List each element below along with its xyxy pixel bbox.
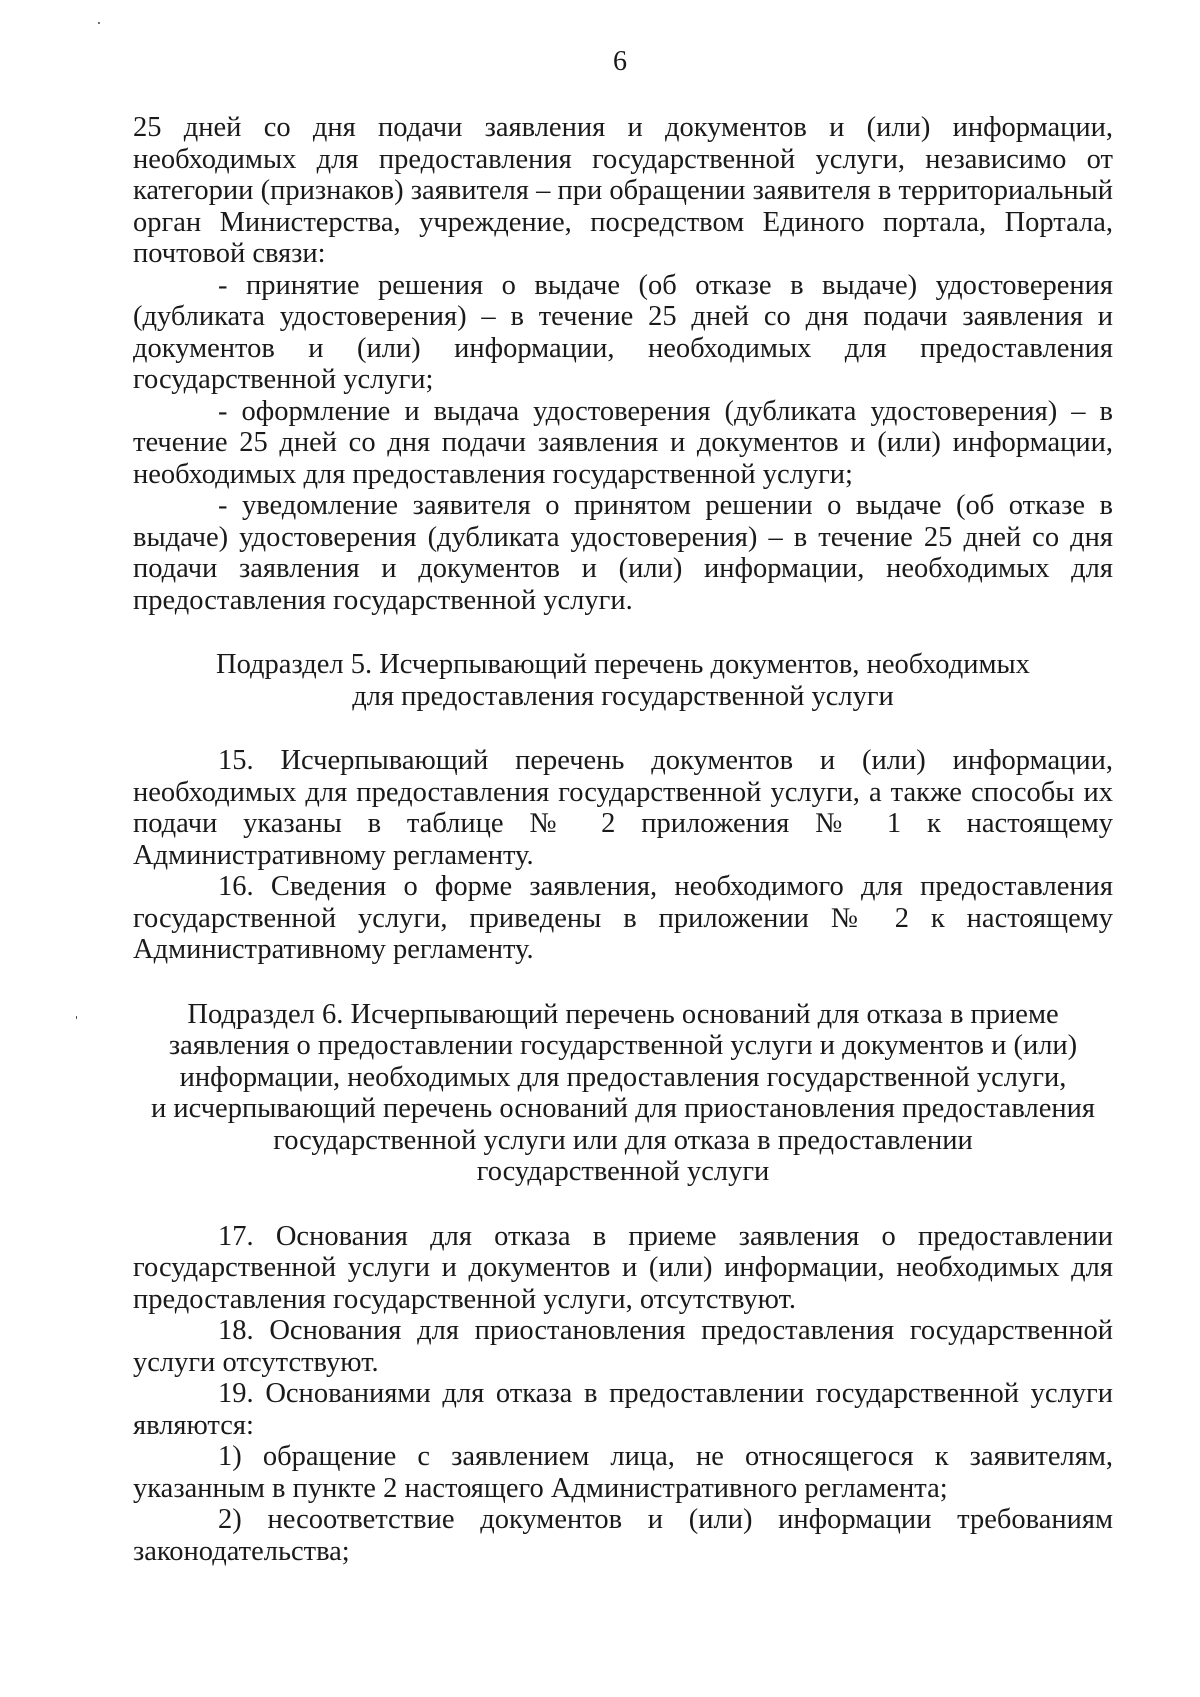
heading-line: Подраздел 6. Исчерпывающий перечень оснований для отказа в приеме bbox=[187, 998, 1059, 1030]
heading-line: заявления о предоставлении государственной услуги и документов и (или) bbox=[168, 1030, 1078, 1061]
paragraph-18: 18. Основания для приостановления предоставления государственной услуги отсутствуют. bbox=[133, 1315, 1113, 1378]
heading-line: для предоставления государственной услуги bbox=[352, 680, 894, 712]
page-number: 6 bbox=[613, 46, 627, 77]
list-item: - оформление и выдача удостоверения (дубликата удостоверения) – в течение 25 дней со дня подачи заявления и документов и (или) информации, необходимых для предоставления государственной услуги; bbox=[133, 395, 1113, 490]
heading-line: государственной услуги или для отказа в предоставлении bbox=[273, 1124, 973, 1156]
scan-speck bbox=[98, 22, 100, 24]
heading-line: государственной услуги bbox=[476, 1156, 770, 1187]
paragraph-15: 15. Исчерпывающий перечень документов и (или) информации, необходимых для предоставления государственной услуги, а также способы их подачи указаны в таблице № 2 приложения № 1 к настоящему Административному регламенту. bbox=[133, 745, 1113, 871]
list-item: - уведомление заявителя о принятом решении о выдаче (об отказе в выдаче) удостоверения (дубликата удостоверения) – в течение 25 дней со дня подачи заявления и документов и (или) информации, необходимых для предоставления государственной услуги. bbox=[133, 490, 1113, 616]
scan-speck bbox=[76, 1016, 77, 1019]
list-item: 2) несоответствие документов и (или) информации требованиям законодательства; bbox=[133, 1504, 1113, 1567]
paragraph-16: 16. Сведения о форме заявления, необходимого для предоставления государственной услуги, приведены в приложении № 2 к настоящему Административному регламенту. bbox=[133, 871, 1113, 965]
list-item: 1) обращение с заявлением лица, не относящегося к заявителям, указанным в пункте 2 настоящего Административного регламента; bbox=[133, 1441, 1113, 1504]
heading-line: информации, необходимых для предоставления государственной услуги, bbox=[179, 1061, 1067, 1093]
heading-line: и исчерпывающий перечень оснований для приостановления предоставления bbox=[151, 1093, 1095, 1124]
list-item: - принятие решения о выдаче (об отказе в выдаче) удостоверения (дубликата удостоверения) – в течение 25 дней со дня подачи заявления и документов и (или) информации, необходимых для предоставления государственной услуги; bbox=[133, 269, 1113, 395]
paragraph-17: 17. Основания для отказа в приеме заявления о предоставлении государственной услуги и документов и (или) информации, необходимых для предоставления государственной услуги, отсутствуют. bbox=[133, 1220, 1113, 1315]
subsection-6-heading bbox=[133, 999, 1113, 1188]
document-body bbox=[133, 112, 1113, 1567]
lead-paragraph: 25 дней со дня подачи заявления и документов и (или) информации, необходимых для предоставления государственной услуги, независимо от категории (признаков) заявителя – при обращении заявителя в территориальный орган Министерства, учреждение, посредством Единого портала, Портала, почтовой связи: bbox=[133, 112, 1113, 269]
paragraph-19: 19. Основаниями для отказа в предоставлении государственной услуги являются: bbox=[133, 1378, 1113, 1441]
heading-line: Подраздел 5. Исчерпывающий перечень документов, необходимых bbox=[216, 649, 1030, 680]
subsection-5-heading bbox=[133, 649, 1113, 712]
